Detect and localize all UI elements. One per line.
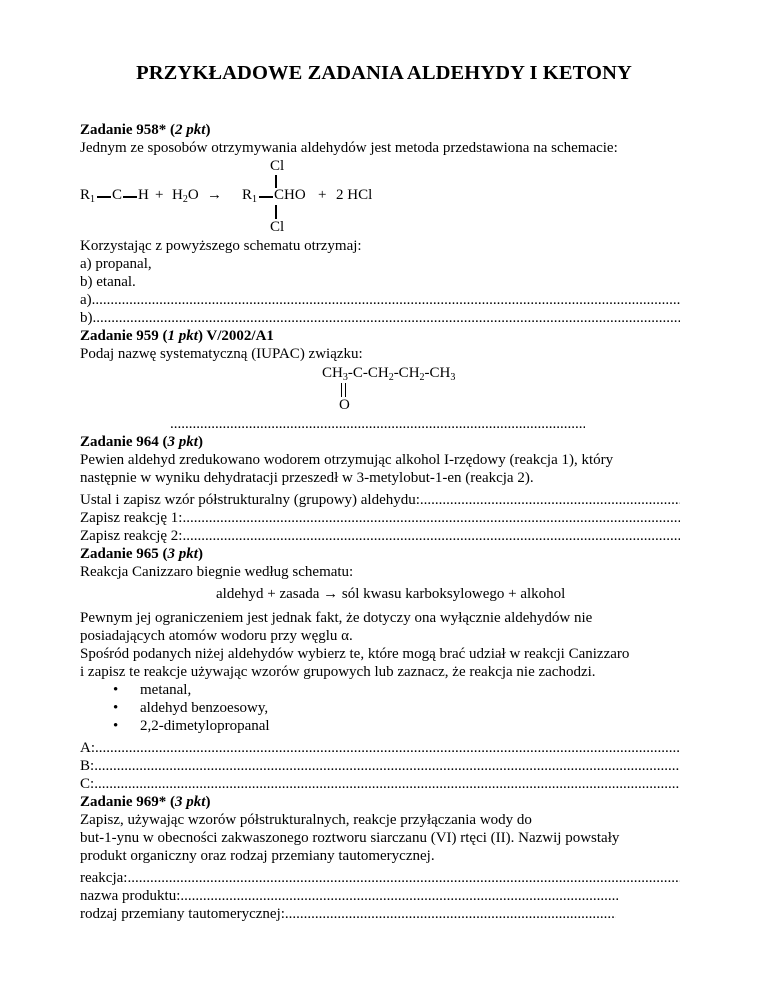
formula-ch3-a-sub: 3 xyxy=(342,372,348,383)
task-964-number: Zadanie 964 ( xyxy=(80,434,168,450)
answer-dots xyxy=(94,775,680,793)
task-969-heading xyxy=(80,793,210,811)
answer-label-c: C: xyxy=(80,776,95,792)
page-title: PRZYKŁADOWE ZADANIA ALDEHYDY I KETONY xyxy=(136,62,632,84)
task-969-answer-reaction[interactable] xyxy=(80,869,680,887)
scheme-r1 xyxy=(80,186,95,204)
task-959-number: Zadanie 959 ( xyxy=(80,328,168,344)
scheme-hcl: 2 HCl xyxy=(336,187,373,203)
formula-ch3-a: CH xyxy=(322,365,343,381)
scheme-cl-bottom: Cl xyxy=(270,219,285,235)
answer-dots xyxy=(420,491,680,509)
scheme-cho: CHO xyxy=(274,187,306,203)
task-958-heading xyxy=(80,121,210,139)
task-958-item-b: b) etanal. xyxy=(80,274,136,290)
formula-oxygen: O xyxy=(339,397,350,413)
answer-dots xyxy=(180,887,618,905)
scheme-cl-top: Cl xyxy=(270,158,285,174)
task-965-number: Zadanie 965 ( xyxy=(80,546,168,562)
scheme-arrow: → xyxy=(207,187,222,203)
bullet-icon: • xyxy=(113,682,119,698)
task-965-text-3: posiadających atomów wodoru przy węglu α. xyxy=(80,628,353,644)
task-965-points: 3 pkt xyxy=(167,546,198,562)
task-964-heading xyxy=(80,433,203,451)
scheme-r1-letter: R xyxy=(80,187,91,203)
task-958-answer-a[interactable] xyxy=(80,291,680,309)
task-965-text-4: Spośród podanych niżej aldehydów wybierz te, które mogą brać udział w reakcji Canizzaro xyxy=(80,646,630,662)
task-965-text-1: Reakcja Canizzaro biegnie według schematu: xyxy=(80,564,354,580)
task-959-heading xyxy=(80,327,274,345)
reaction-label: reakcja: xyxy=(80,870,128,886)
scheme-plus-1: + xyxy=(155,187,164,203)
answer-dots xyxy=(95,739,680,757)
scheme-bond-r1-c xyxy=(97,196,111,198)
task-964-text-1: Pewien aldehyd zredukowano wodorem otrzymując alkohol I-rzędowy (reakcja 1), który xyxy=(80,452,614,468)
answer-dots xyxy=(93,309,681,327)
scheme-water xyxy=(172,186,199,204)
task-969-text-3: produkt organiczny oraz rodzaj przemiany tautomerycznej. xyxy=(80,848,435,864)
scheme-bond-r1-cho xyxy=(259,196,273,198)
formula-ch2-a-sub: 2 xyxy=(388,372,394,383)
task-964-answer-reaction-2[interactable] xyxy=(80,527,680,545)
task-958-item-a: a) propanal, xyxy=(80,256,152,272)
aldehyde-question: Ustal i zapisz wzór półstrukturalny (grupowy) aldehydu: xyxy=(80,492,420,508)
task-958-points: 2 pkt xyxy=(175,122,206,138)
scheme-bond-c-h xyxy=(123,196,137,198)
scheme-water-h: H xyxy=(172,187,183,203)
task-964-answer-aldehyde[interactable] xyxy=(80,491,680,509)
answer-label-a: a) xyxy=(80,292,92,308)
formula-c-ch2: -C-CH xyxy=(347,365,389,381)
task-964-points: 3 pkt xyxy=(167,434,198,450)
task-965-heading xyxy=(80,545,203,563)
scheme-plus-2: + xyxy=(318,187,327,203)
scheme-r1-product xyxy=(242,186,257,204)
task-965-answer-a[interactable] xyxy=(80,739,680,757)
task-969-number: Zadanie 969* ( xyxy=(80,794,176,810)
answer-dots xyxy=(285,905,616,923)
task-969-text-2: but-1-ynu w obecności zakwaszonego roztworu siarczanu (VI) rtęci (II). Nazwij powstały xyxy=(80,830,620,846)
task-958-heading-close: ) xyxy=(205,122,211,138)
task-969-points: 3 pkt xyxy=(175,794,206,810)
scheme-r1-product-letter: R xyxy=(242,187,253,203)
scheme-water-sub: 2 xyxy=(182,194,188,205)
scheme-r1-product-sub: 1 xyxy=(252,194,258,205)
scheme-h: H xyxy=(138,187,149,203)
formula-chain xyxy=(322,364,455,382)
product-label: nazwa produktu: xyxy=(80,888,181,904)
scheme-bond-bottom xyxy=(275,205,277,219)
tautomerism-label: rodzaj przemiany tautomerycznej: xyxy=(80,906,285,922)
bullet-item-metanal: metanal, xyxy=(140,682,192,698)
answer-label-a: A: xyxy=(80,740,95,756)
task-964-text-2: następnie w wyniku dehydratacji przeszedł w 3-metylobut-1-en (reakcja 2). xyxy=(80,470,534,486)
bullet-icon: • xyxy=(113,718,119,734)
answer-dots xyxy=(92,291,680,309)
task-964-heading-close: ) xyxy=(197,434,203,450)
reaction-2-question: Zapisz reakcję 2: xyxy=(80,528,183,544)
formula-double-bond xyxy=(341,383,346,397)
formula-ch2-b: -CH xyxy=(393,365,420,381)
task-965-text-5: i zapisz te reakcje używając wzorów grupowych lub zaznacz, że reakcja nie zachodzi. xyxy=(80,664,596,680)
task-969-text-1: Zapisz, używając wzorów półstrukturalnych, reakcje przyłączania wody do xyxy=(80,812,532,828)
task-969-heading-close: ) xyxy=(205,794,211,810)
task-965-answer-b[interactable] xyxy=(80,757,680,775)
formula-ch2-b-sub: 2 xyxy=(419,372,425,383)
task-965-scheme: aldehyd + zasada → sól kwasu karboksylowego + alkohol xyxy=(216,586,566,602)
reaction-1-question: Zapisz reakcję 1: xyxy=(80,510,183,526)
task-958-instruction: Korzystając z powyższego schematu otrzymaj: xyxy=(80,238,362,254)
answer-dots xyxy=(182,509,680,527)
scheme-water-o: O xyxy=(187,187,199,203)
task-958-number: Zadanie 958* ( xyxy=(80,122,176,138)
answer-label-b: B: xyxy=(80,758,95,774)
answer-dots xyxy=(182,527,680,545)
task-965-text-2: Pewnym jej ograniczeniem jest jednak fakt, że dotyczy ona wyłącznie aldehydów nie xyxy=(80,610,593,626)
scheme-r1-subscript: 1 xyxy=(90,194,96,205)
task-959-source: ) V/2002/A1 xyxy=(197,328,274,344)
answer-dots xyxy=(127,869,680,887)
formula-ch3-b-sub: 3 xyxy=(450,372,456,383)
bullet-item-dimethylpropanal: 2,2-dimetylopropanal xyxy=(140,718,270,734)
task-964-answer-reaction-1[interactable] xyxy=(80,509,680,527)
formula-ch3-b: -CH xyxy=(424,365,451,381)
task-958-intro: Jednym ze sposobów otrzymywania aldehydów jest metoda przedstawiona na schemacie: xyxy=(80,140,618,156)
task-958-answer-b[interactable] xyxy=(80,309,680,327)
task-969-answer-tautomerism[interactable] xyxy=(80,905,616,923)
answer-dots xyxy=(94,757,680,775)
task-959-answer[interactable] xyxy=(170,415,585,433)
scheme-c: C xyxy=(112,187,123,203)
task-969-answer-product[interactable] xyxy=(80,887,618,905)
task-959-points: 1 pkt xyxy=(167,328,198,344)
answer-label-b: b) xyxy=(80,310,93,326)
task-959-question: Podaj nazwę systematyczną (IUPAC) związku: xyxy=(80,346,363,362)
bullet-icon: • xyxy=(113,700,119,716)
task-965-heading-close: ) xyxy=(197,546,203,562)
bullet-item-benzaldehyde: aldehyd benzoesowy, xyxy=(140,700,269,716)
task-965-answer-c[interactable] xyxy=(80,775,680,793)
